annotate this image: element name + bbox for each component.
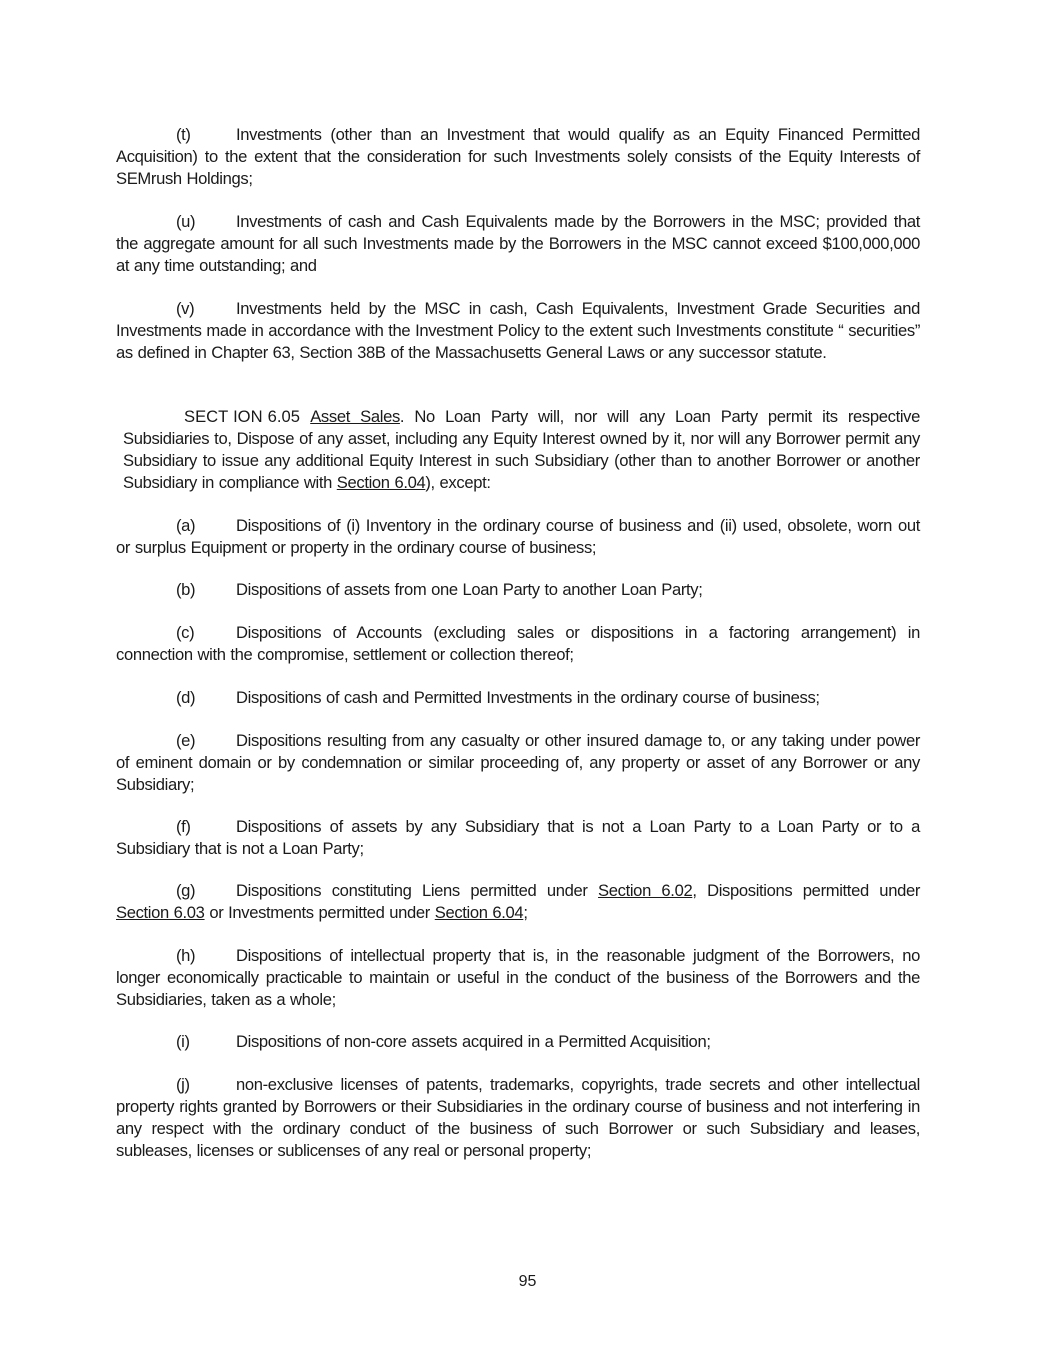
- clause-a: [116, 515, 920, 559]
- clause-label: (h): [176, 946, 196, 965]
- clause-label: (b): [176, 580, 196, 599]
- section-reference: Section 6.03: [116, 903, 205, 922]
- section-6-05: [123, 406, 920, 494]
- clause-f: [116, 816, 920, 860]
- clause-h: [116, 945, 920, 1011]
- clause-label: (j): [176, 1075, 190, 1094]
- section-reference: Section 6.04: [434, 903, 524, 922]
- clause-text: Dispositions resulting from any casualty or other insured damage to, or any taking under power of eminent domain or by condemnation or similar proceeding of, any property or asset of any Borrower or any Subsidiary;: [116, 731, 920, 794]
- section-reference: Section 6.04: [336, 473, 426, 492]
- clause-text: , Dispositions permitted under: [692, 881, 921, 900]
- clause-text: Dispositions of Accounts (excluding sales or dispositions in a factoring arrangement) in connection with the compromise, settlement or collection thereof;: [116, 623, 920, 664]
- clause-text: Dispositions constituting Liens permitted under: [236, 881, 599, 900]
- clause-text: or Investments permitted under: [204, 903, 435, 922]
- clause-text: Investments held by the MSC in cash, Cash Equivalents, Investment Grade Securities and Investments made in accordance with the Investment Policy to the extent such Investments constitute “ securities” as defined in Chapter 63, Section 38B of the Massachusetts General Laws or any successor statute.: [116, 299, 920, 362]
- clause-label: (f): [176, 817, 191, 836]
- clause-text: Dispositions of assets by any Subsidiary that is not a Loan Party to a Loan Party or to a Subsidiary that is not a Loan Party;: [116, 817, 920, 858]
- clause-label: (g): [176, 881, 196, 900]
- clause-text: Dispositions of intellectual property that is, in the reasonable judgment of the Borrowers, no longer economically practicable to maintain or useful in the conduct of the business of the Borrowers and the Subsidiaries, taken as a whole;: [116, 946, 920, 1009]
- clause-label: (i): [176, 1032, 190, 1051]
- paragraph-u: [116, 211, 920, 277]
- section-text: . No Loan Party will, nor will any Loan Party permit its respective Subsidiaries to, Dispose of any asset, including any Equity Interest owned by it, nor will any Borrower permit any Subsidiary to issue any additional Equity Interest in such Subsidiary (other than to another Borrower or another Subsidiary in compliance with: [123, 407, 920, 492]
- clause-g: [116, 880, 920, 924]
- clause-text: non-exclusive licenses of patents, trademarks, copyrights, trade secrets and other intellectual property rights granted by Borrowers or their Subsidiaries in the ordinary course of business and not interfering in any respect with the ordinary conduct of the business of such Borrower or such Subsidiary and leases, subleases, licenses or sublicenses of any real or personal property;: [116, 1075, 920, 1160]
- clause-label: (c): [176, 623, 195, 642]
- page-number: 95: [518, 1273, 537, 1290]
- clause-e: [116, 730, 920, 796]
- section-reference: Section 6.02: [598, 881, 693, 900]
- clause-label: (a): [176, 516, 196, 535]
- clause-label: (v): [176, 299, 195, 318]
- section-title: Asset Sales: [310, 407, 400, 426]
- clause-text: Investments of cash and Cash Equivalents made by the Borrowers in the MSC;: [236, 212, 827, 231]
- clause-text: ;: [523, 903, 528, 922]
- clause-text: that the aggregate amount for all such Investments made by the Borrowers in the MSC cannot exceed $100,000,000 at any time outstanding; and: [116, 212, 920, 275]
- clause-label: (t): [176, 125, 191, 144]
- section-number: SECT ION 6.05: [184, 407, 300, 426]
- clause-text: Investments (other than an Investment that would qualify as an Equity Financed Permitted Acquisition) to the extent that the consideration for such Investments solely consists of the Equity Interests of SEMrush Holdings;: [116, 125, 920, 188]
- section-text: ), except:: [425, 473, 491, 492]
- paragraph-t: [116, 124, 920, 190]
- clause-label: (u): [176, 212, 196, 231]
- paragraph-v: [116, 298, 920, 364]
- clause-text: Dispositions of non-core assets acquired in a Permitted Acquisition;: [236, 1032, 711, 1051]
- clause-i: [116, 1031, 920, 1053]
- clause-label: (e): [176, 731, 196, 750]
- clause-j: [116, 1074, 920, 1162]
- clause-text: Dispositions of cash and Permitted Investments in the ordinary course of business;: [236, 688, 820, 707]
- clause-text: Dispositions of (i) Inventory in the ordinary course of business and (ii) used, obsolete, worn out or surplus Equipment or property in the ordinary course of business;: [116, 516, 920, 557]
- clause-b: [116, 579, 920, 601]
- clause-label: (d): [176, 688, 196, 707]
- proviso-term: provided: [826, 212, 888, 231]
- clause-d: [116, 687, 920, 709]
- clause-c: [116, 622, 920, 666]
- clause-text: Dispositions of assets from one Loan Party to another Loan Party;: [236, 580, 703, 599]
